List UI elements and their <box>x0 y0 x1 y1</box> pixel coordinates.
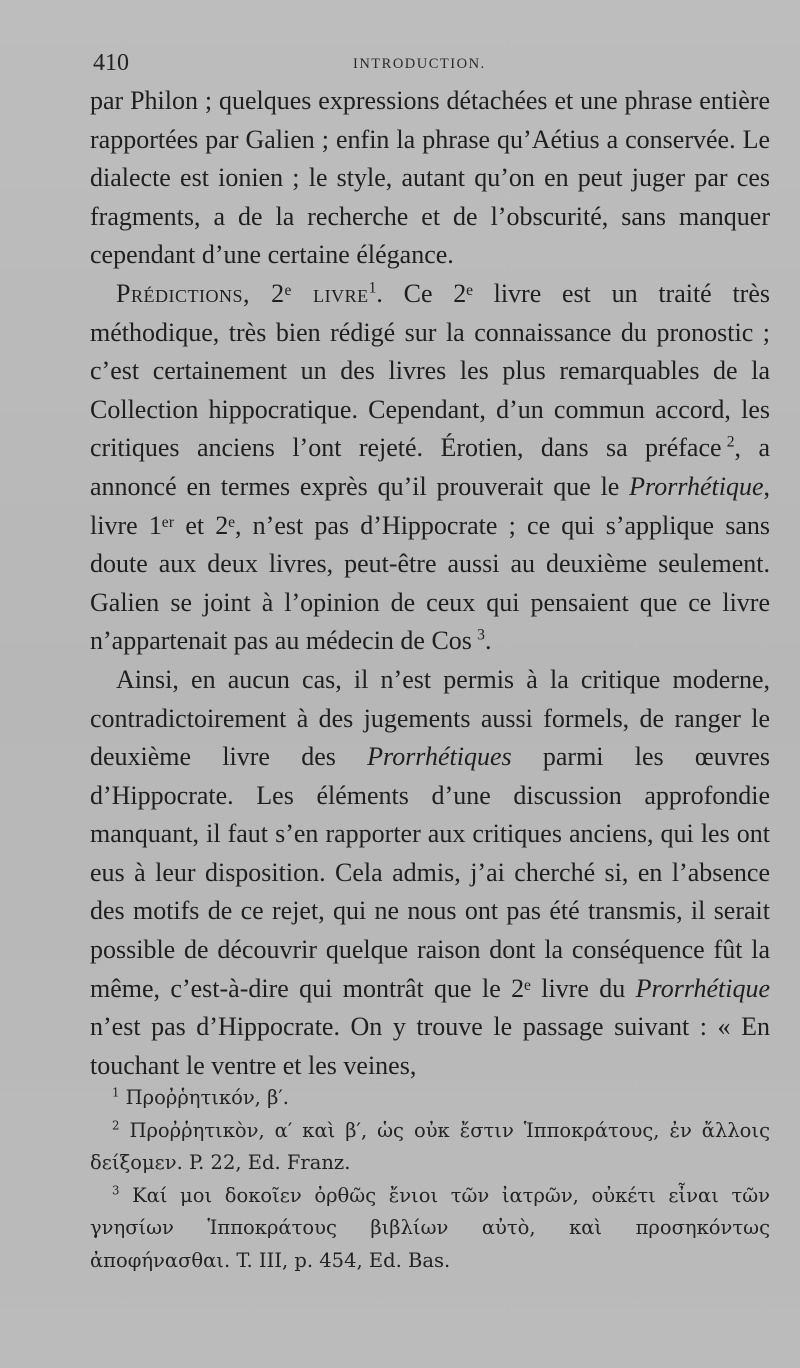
work-title: Prorrhétique <box>635 973 771 1003</box>
paragraph-3-text-c: n’est pas d’Hippocrate. On y trouve le passage suivant : « En touchant le ventre et les veines, <box>90 1012 770 1080</box>
footnote-marker: 3 <box>112 1183 120 1197</box>
paragraph-2-text-d: . <box>484 626 492 656</box>
work-title: Prorrhétique <box>629 471 764 501</box>
work-title: Prorrhétiques <box>367 742 512 772</box>
footnote-ref-3: 3 <box>477 626 485 644</box>
footnote-text: Προῤῥητικόν, β′. <box>125 1086 289 1109</box>
paragraph-2 <box>90 275 770 661</box>
running-head: INTRODUCTION. <box>353 56 486 72</box>
footnote-1 <box>90 1082 770 1115</box>
paragraph-3-text-b: parmi les œuvres d’Hippocrate. Les éléments d’une discussion approfondie manquant, il faut s’en rapporter aux critiques anciens, qui les ont eus à leur disposition. Cela admis, j’ai cherché si, en l’absence des motifs de ce rejet, qui ne nous ont pas été transmis, il serait possible de découvrir quelque raison dont la conséquence fût la même, c’est-à-dire qui montrât que le 2ᵉ livre du <box>90 742 771 1003</box>
footnote-marker: 2 <box>112 1118 120 1132</box>
body-text <box>90 82 770 1085</box>
paragraph-1: par Philon ; quelques expressions détachées et une phrase entière rapportées par Galien ; enfin la phrase qu’Aétius a conservée. Le dialecte est ionien ; le style, autant qu’on en peut juger par ces fragments, a de la recherche et de l’obscurité, sans manquer cependant d’une certaine élégance. <box>90 86 770 270</box>
paragraph-2-text-b: , a annoncé en termes exprès qu’il prouverait que le <box>90 433 770 501</box>
footnote-2 <box>90 1115 770 1180</box>
page-header <box>93 46 768 80</box>
footnotes <box>90 1082 770 1277</box>
page-number: 410 <box>93 50 129 76</box>
paragraph-2-text-a: . Ce 2ᵉ livre est un traité très méthodique, très bien rédigé sur la connaissance du pronostic ; c’est certainement un des livres les plus remarquables de la Collection hippocratique. Cependant, d’un commun accord, les critiques anciens l’ont rejeté. Érotien, dans sa préface <box>90 278 770 463</box>
footnote-text: Προῤῥητικὸν, α′ καὶ β′, ὡς οὐκ ἔστιν Ἱπποκράτους, ἐν ἄλλοις δείξομεν. P. 22, Ed. Franz. <box>90 1118 770 1174</box>
paragraph-3 <box>90 661 770 1086</box>
footnote-ref-1: 1 <box>368 279 377 297</box>
footnote-marker: 1 <box>112 1085 120 1100</box>
section-heading: Prédictions, 2ᵉ livre <box>116 278 369 308</box>
footnote-3 <box>90 1180 770 1278</box>
paragraph-3-text-a: Ainsi, en aucun cas, il n’est permis à la critique moderne, contradictoirement à des jugements aussi formels, de ranger le deuxième livre des <box>90 664 770 772</box>
paragraph-2-text-c: , livre 1ᵉʳ et 2ᵉ, n’est pas d’Hippocrate ; ce qui s’applique sans doute aux deux livres, peut-être aussi au deuxième seulement. Galien se joint à l’opinion de ceux qui pensaient que ce livre n’appartenait pas au médecin de Cos <box>90 471 771 656</box>
footnote-text: Καί μοι δοκοῖεν ὀρθῶς ἔνιοι τῶν ἰατρῶν, οὐκέτι εἶναι τῶν γνησίων Ἱπποκράτους βιβλίων αὐτὸ, καὶ προσηκόντως ἀποφήνασθαι. T. III, p. 454, Ed. Bas. <box>90 1183 770 1272</box>
footnote-ref-2: 2 <box>726 433 735 451</box>
